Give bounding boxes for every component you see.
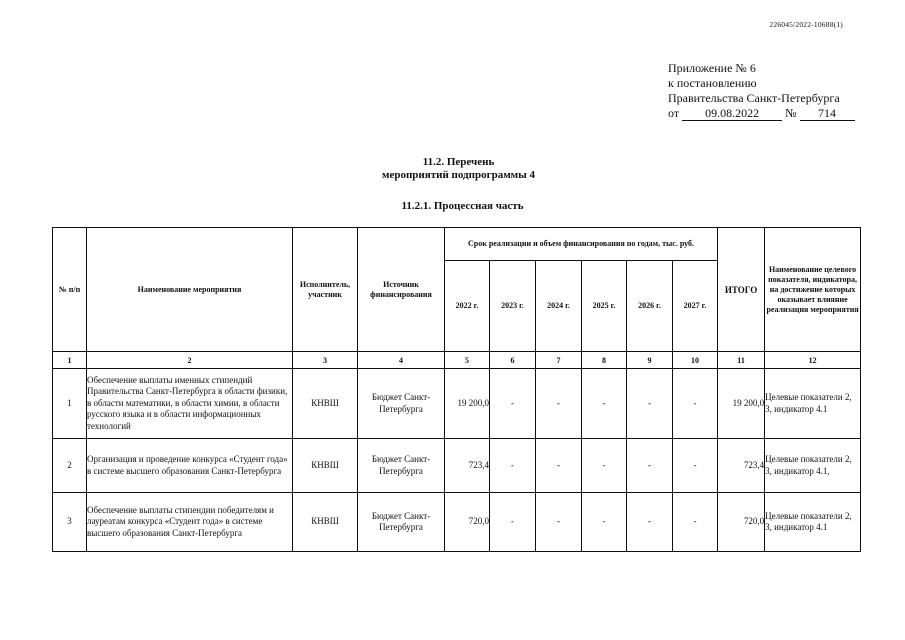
row-num: 1: [53, 369, 87, 439]
column-number: 9: [627, 352, 673, 369]
section-subtitle: 11.2.1. Процессная часть: [401, 200, 524, 212]
column-number: 1: [53, 352, 87, 369]
row-name: Обеспечение выплаты стипендии победителям и лауреатам конкурса «Студент года» в системе высшего образования Санкт-Петербурга: [87, 493, 293, 552]
row-name: Организация и проведение конкурса «Студент года» в системе высшего образования Санкт-Петербурга: [87, 439, 293, 493]
table-row: [53, 439, 861, 493]
row-year-value: -: [627, 369, 673, 439]
header-name: Наименование мероприятия: [87, 228, 293, 352]
header-year: 2024 г.: [536, 261, 582, 352]
measures-table: [52, 227, 861, 552]
header-year: 2023 г.: [490, 261, 536, 352]
header-source: Источник финансирования: [358, 228, 445, 352]
row-year-value: -: [627, 493, 673, 552]
column-number: 8: [582, 352, 627, 369]
row-year-value: -: [582, 493, 627, 552]
column-number: 12: [765, 352, 861, 369]
row-indicator: Целевые показатели 2, 3, индикатор 4.1: [765, 369, 861, 439]
row-name: Обеспечение выплаты именных стипендий Правительства Санкт-Петербурга в области физики, в области математики, в области химии, в области русского языка и в области информационных технологий: [87, 369, 293, 439]
row-source: Бюджет Санкт-Петербурга: [358, 493, 445, 552]
row-year-value: -: [582, 439, 627, 493]
column-number: 10: [673, 352, 718, 369]
section-title: [6, 156, 905, 182]
table-row: [53, 493, 861, 552]
column-number: 11: [718, 352, 765, 369]
row-year-value: 19 200,0: [445, 369, 490, 439]
row-year-value: -: [536, 369, 582, 439]
row-year-value: -: [627, 439, 673, 493]
header-year: 2022 г.: [445, 261, 490, 352]
row-year-value: -: [673, 369, 718, 439]
row-year-value: -: [536, 493, 582, 552]
column-number: 2: [87, 352, 293, 369]
row-source: Бюджет Санкт-Петербурга: [358, 439, 445, 493]
section-title-line-1: 11.2. Перечень: [422, 156, 495, 168]
header-total: ИТОГО: [718, 228, 765, 352]
column-number-row: [53, 352, 861, 369]
row-num: 2: [53, 439, 87, 493]
header-year: 2027 г.: [673, 261, 718, 352]
row-indicator: Целевые показатели 2, 3, индикатор 4.1: [765, 493, 861, 552]
header-executor: Исполнитель, участник: [293, 228, 358, 352]
document-registration-number: 226045/2022-10688(1): [769, 20, 843, 29]
row-year-value: -: [673, 439, 718, 493]
row-total: 19 200,0: [718, 369, 765, 439]
row-executor: КНВШ: [293, 369, 358, 439]
row-executor: КНВШ: [293, 439, 358, 493]
header-num: № п/п: [53, 228, 87, 352]
appendix-block: [668, 61, 855, 121]
row-total: 723,4: [718, 439, 765, 493]
row-year-value: -: [582, 369, 627, 439]
appendix-line-3: Правительства Санкт-Петербурга: [668, 91, 840, 105]
header-period: Срок реализации и объем финансирования по годам, тыс. руб.: [445, 228, 718, 261]
row-source: Бюджет Санкт-Петербурга: [358, 369, 445, 439]
column-number: 4: [358, 352, 445, 369]
section-title-line-2: мероприятий подпрограммы 4: [381, 169, 536, 181]
number-prefix: №: [785, 106, 797, 120]
header-year: 2026 г.: [627, 261, 673, 352]
column-number: 3: [293, 352, 358, 369]
appendix-date-line: [668, 106, 855, 121]
row-indicator: Целевые показатели 2, 3, индикатор 4.1,: [765, 439, 861, 493]
row-year-value: -: [536, 439, 582, 493]
row-year-value: -: [490, 493, 536, 552]
column-number: 6: [490, 352, 536, 369]
row-year-value: -: [490, 439, 536, 493]
row-year-value: -: [490, 369, 536, 439]
row-executor: КНВШ: [293, 493, 358, 552]
date-prefix: от: [668, 106, 680, 120]
column-number: 7: [536, 352, 582, 369]
row-year-value: 720,0: [445, 493, 490, 552]
header-indicator: Наименование целевого показателя, индикатора, на достижение которых оказывает влияние реализация мероприятия: [765, 228, 861, 352]
table-row: [53, 369, 861, 439]
row-num: 3: [53, 493, 87, 552]
column-number: 5: [445, 352, 490, 369]
header-year: 2025 г.: [582, 261, 627, 352]
appendix-line-2: к постановлению: [668, 76, 757, 90]
row-year-value: 723,4: [445, 439, 490, 493]
resolution-date: 09.08.2022: [682, 107, 782, 121]
appendix-line-1: Приложение № 6: [668, 61, 756, 75]
header-row: [53, 228, 861, 261]
row-year-value: -: [673, 493, 718, 552]
resolution-number: 714: [800, 107, 855, 121]
row-total: 720,0: [718, 493, 765, 552]
